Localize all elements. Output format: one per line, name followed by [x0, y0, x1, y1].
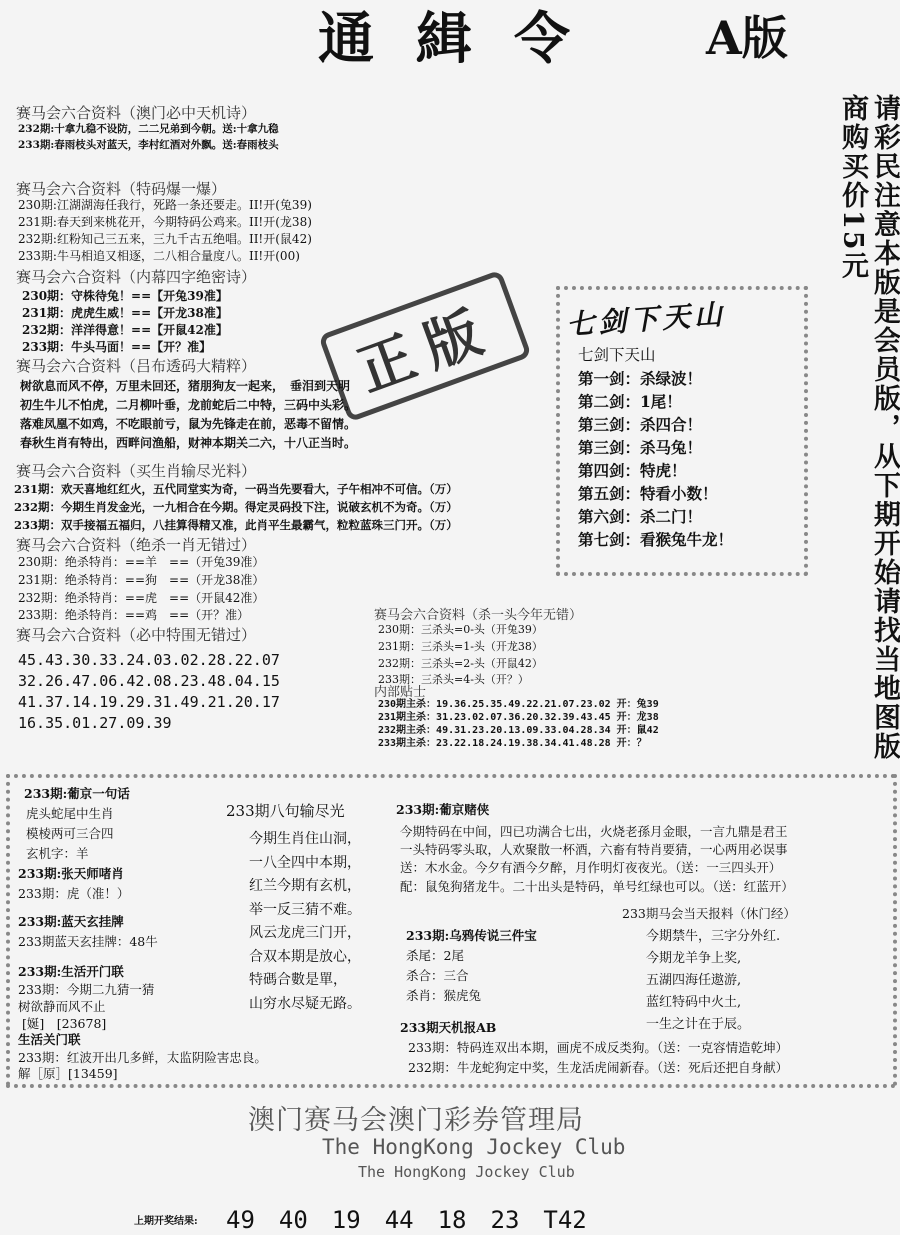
list-item: 233期:春雨枝头对蓝天，李村红酒对外飘。送:春雨枝头: [18, 139, 279, 151]
list-item: [娫] [23678]: [22, 1016, 107, 1031]
section-title-juesha: 赛马会六合资料（绝杀一肖无错过）: [16, 536, 257, 554]
list-item: 231期：绝杀特肖：==狗 ==（开龙38准）: [18, 573, 265, 587]
list-item: 233期：虎（准！）: [18, 886, 130, 901]
list-item: 第二剑：1尾！: [578, 392, 682, 411]
list-item: 232期主杀：49.31.23.20.13.09.33.04.28.34 开：鼠42: [378, 725, 659, 736]
section-title-tianjibao: 233期天机报AB: [400, 1020, 497, 1035]
list-item: 山穷水尽疑无路。: [249, 995, 361, 1012]
list-item: 今期特码在中间，四已功满合七出，火烧老孫月金眼，一言九鼎是君王: [400, 824, 788, 839]
box-border: [893, 774, 897, 1086]
edition-label: A版: [706, 11, 788, 65]
list-item: 春秋生肖有特出，西畔问渔船，财神本期关二六，十八正当时。: [20, 436, 357, 450]
list-item: 232期:红粉知己三五来，三九千古五绝唱。II!开(鼠42): [18, 232, 312, 246]
number-row: 45.43.30.33.24.03.02.28.22.07: [18, 651, 280, 669]
list-item: 五湖四海任遨游,: [646, 973, 742, 988]
section-title-tewei: 赛马会六合资料（必中特围无错过）: [16, 626, 257, 644]
list-item: 树欲静而风不止: [18, 999, 106, 1014]
number-row: 16.35.01.27.09.39: [18, 714, 172, 732]
section-title-wuya: 233期:乌鸦传说三件宝: [406, 928, 537, 943]
list-item: 一八全四中本期，: [249, 854, 361, 871]
list-item: 230期：守株待兔！==【开兔39准】: [22, 289, 228, 303]
section-title-xiumenjing: 233期马会当天报料（休门经）: [622, 906, 796, 921]
sword-title-art: 七剑下天山: [565, 297, 728, 342]
section-title-tianshi: 233期:张天师啫肖: [18, 866, 124, 881]
list-item: 232期:十拿九稳不设防，二二兄弟到今朝。送:十拿九稳: [18, 123, 279, 135]
list-item: 今期禁牛，三字分外红.: [646, 929, 781, 944]
masthead-title: 通緝令: [318, 6, 612, 72]
list-item: 举一反三猜不难。: [249, 901, 361, 918]
list-item: 232期：牛龙蛇狗定中奖，生龙活虎闹新春。（送：死后还把自身献）: [408, 1060, 789, 1075]
section-title-shengxiao: 赛马会六合资料（买生肖输尽光料）: [16, 462, 257, 480]
list-item: 蓝红特码中火土,: [646, 995, 742, 1010]
section-title-tieshi: 内部贴士: [374, 685, 427, 700]
section-title-duxia: 233期:葡京赌侠: [396, 802, 490, 817]
box-border: [804, 286, 808, 576]
list-item: 初生牛儿不怕虎，二月柳叶垂，龙前蛇后二中特，三码中头彩。: [20, 398, 357, 412]
list-item: 七剑下天山: [578, 346, 656, 364]
list-item: 232期：今期生肖发金光，一九相合在今期。得定灵码投下注，说破玄机不为奇。（万）: [14, 500, 458, 514]
section-title-tianjishi: 赛马会六合资料（澳门必中天机诗）: [16, 104, 257, 122]
list-item: 杀肖：猴虎兔: [406, 988, 482, 1003]
list-item: 233期：牛头马面！==【开？准】: [22, 340, 212, 354]
list-item: 第三剑：杀四合！: [578, 415, 703, 434]
box-border: [556, 286, 808, 290]
section-title-guapai: 233期:蓝天玄挂牌: [18, 914, 124, 929]
number-row: 32.26.47.06.42.08.23.48.04.15: [18, 672, 280, 690]
list-item: 今期生肖住山洞，: [249, 831, 361, 847]
box-border: [556, 572, 808, 576]
list-item: 第一剑：杀绿波！: [578, 369, 703, 388]
section-title-lvbu: 赛马会六合资料（吕布透码大精粹）: [16, 357, 257, 375]
list-item: 230期主杀：19.36.25.35.49.22.21.07.23.02 开：兔39: [378, 699, 659, 710]
list-item: 第七剑：看猴兔牛龙！: [578, 530, 734, 549]
box-border: [6, 774, 10, 1086]
list-item: 合双本期是放心，: [249, 948, 361, 965]
section-title-guanmenlian: 生活关门联: [18, 1032, 81, 1047]
number-row: 41.37.14.19.29.31.49.21.20.17: [18, 693, 280, 711]
list-item: 233期主杀：23.22.18.24.19.38.34.41.48.28 开：？: [378, 738, 647, 749]
footer-club-secondary: The HongKong Jockey Club: [358, 1163, 575, 1181]
list-item: 233期：特码连双出本期，画虎不成反类狗。（送：一克容情造乾坤）: [408, 1040, 789, 1055]
list-item: 233期：今期二九猜一猜: [18, 982, 155, 997]
list-item: 杀尾：2尾: [406, 948, 464, 963]
list-item: 第五剑：特看小数！: [578, 484, 718, 503]
list-item: 233期：红波开出几多鲜，太监阴险害忠良。: [18, 1050, 267, 1065]
list-item: 233期：三杀头=4-头（开？）: [378, 673, 529, 686]
list-item: 配：鼠兔狗猪龙牛。二十出头是特码，单号红绿也可以。（送：红蓝开）: [400, 879, 794, 894]
list-item: 231期主杀：31.23.02.07.36.20.32.39.43.45 开：龙38: [378, 712, 659, 723]
genuine-stamp: 正版: [318, 270, 532, 423]
list-item: 233期:牛马相追又相逐，二八相合量度八。II!开(00): [18, 249, 300, 263]
list-item: 231期：欢天喜地红红火，五代同堂实为奇，一码当先要看大，子午相冲不可信。（万）: [14, 482, 458, 496]
result-label: 上期开奖结果:: [134, 1216, 198, 1227]
poem-list: [646, 926, 780, 1036]
result-numbers: 49 40 19 44 18 23 T42: [226, 1206, 587, 1234]
section-title-simi: 赛马会六合资料（内幕四字绝密诗）: [16, 268, 257, 286]
list-item: 一生之计在于辰。: [646, 1017, 751, 1032]
list-item: 233期：双手接福五福归，八挂算得精又准，此肖平生最霸气，粒粒蓝珠三门开。（万）: [14, 518, 458, 532]
list-item: 232期：洋洋得意！==【开鼠42准】: [22, 323, 228, 337]
box-border: [6, 1084, 896, 1088]
list-item: 233期：绝杀特肖：==鸡 ==（开？准）: [18, 608, 250, 622]
box-border: [6, 774, 896, 778]
list-item: 杀合：三合: [406, 968, 469, 983]
list-item: 第六剑：杀二门！: [578, 507, 703, 526]
list-item: 一头特码零头取，人欢聚散一杯酒，六畜有特肖要猜，一心两用必误事: [400, 842, 788, 857]
list-item: 231期：三杀头=1-头（开龙38）: [378, 640, 543, 653]
list-item: 230期：绝杀特肖：==羊 ==（开兔39准）: [18, 555, 265, 569]
footer-club-primary: The HongKong Jockey Club: [322, 1135, 626, 1159]
list-item: 230期：三杀头=0-头（开兔39）: [378, 623, 543, 636]
list-item: 第四剑：特虎！: [578, 461, 687, 480]
side-notice: 请彩民注意本版是会员版，从下期开始请找当地图版商购买价15元: [837, 94, 900, 761]
list-item: 红兰今期有玄机，: [249, 878, 361, 894]
list-item: 树欲息而风不停，万里未回还，猪朋狗友一起来， 垂泪到天明: [20, 379, 351, 393]
list-item: 玄机字：羊: [26, 846, 89, 861]
list-item: 230期:江湖湖海任我行，死路一条还要走。II!开(兔39): [18, 198, 312, 212]
list-item: 232期：绝杀特肖：==虎 ==（开鼠42准）: [18, 591, 265, 605]
section-title-shatou: 赛马会六合资料（杀一头今年无错）: [374, 608, 583, 623]
list-item: 解［原］[13459]: [18, 1066, 118, 1081]
list-item: 风云龙虎三门开，: [249, 925, 361, 941]
section-title-temabao: 赛马会六合资料（特码爆一爆）: [16, 180, 227, 198]
list-item: 第三剑：杀马兔！: [578, 438, 703, 457]
list-item: 231期：虎虎生威！==【开龙38准】: [22, 306, 228, 320]
list-item: 231期:春天到来桃花开，今期特码公鸡来。II!开(龙38): [18, 215, 312, 229]
sword-list: [578, 344, 733, 551]
list-item: 特碼合數是單，: [249, 972, 347, 988]
list-item: 今期龙羊争上奖,: [646, 951, 742, 966]
list-item: 模棱两可三合四: [26, 826, 114, 841]
footer-org: 澳门赛马会澳门彩券管理局: [248, 1105, 584, 1136]
list-item: 233期蓝天玄挂牌：48牛: [18, 934, 158, 949]
box-border: [556, 286, 560, 576]
section-title-kaimenlian: 233期:生活开门联: [18, 964, 124, 979]
list-item: 232期：三杀头=2-头（开鼠42）: [378, 657, 543, 670]
list-item: 落难凤凰不如鸡，不吃眼前亏，鼠为先锋走在前，恶毒不留情。: [20, 417, 357, 431]
list-item: 送：木水金。今夕有酒今夕醉，月作明灯夜夜光。（送：一三四头开）: [400, 860, 782, 875]
poem-list: [249, 828, 361, 1016]
section-title-bajuju: 233期八句输尽光: [226, 802, 345, 820]
section-title-yijuhua: 233期:葡京一句话: [24, 786, 130, 801]
list-item: 虎头蛇尾中生肖: [26, 806, 114, 821]
